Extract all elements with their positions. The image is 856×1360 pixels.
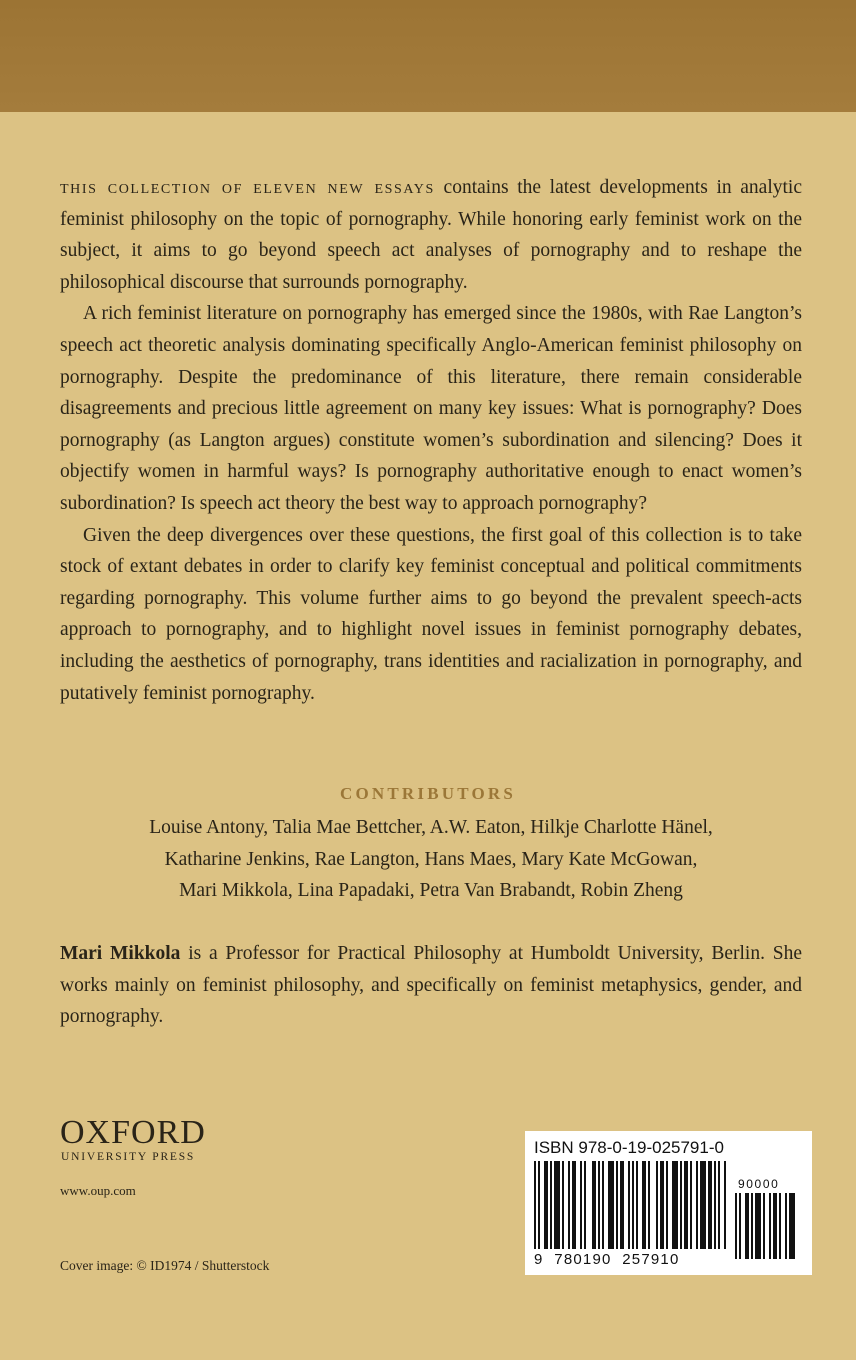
barcode-bar (602, 1161, 604, 1249)
blurb-paragraph-1-text: contains the latest developments in analytic feminist philosophy on the topic of pornography. While honoring early feminist work on the subject, it aims to go beyond speech act analyses of pornography and to reshape the philosophical discourse that surrounds pornography. (60, 177, 802, 293)
top-color-band (0, 0, 856, 112)
barcode-bar (636, 1161, 638, 1249)
barcode-bar (608, 1161, 614, 1249)
barcode-bar (568, 1161, 570, 1249)
barcode-bar (735, 1193, 737, 1259)
barcode-bar (789, 1193, 795, 1259)
barcode-bar (680, 1161, 682, 1249)
barcode-bar (751, 1193, 753, 1259)
isbn-barcode (534, 1161, 730, 1251)
price-code: 90000 (738, 1177, 780, 1191)
barcode-bar (769, 1193, 771, 1259)
barcode-bar (550, 1161, 552, 1249)
contributors-line: Louise Antony, Talia Mae Bettcher, A.W. Eaton, Hilkje Charlotte Hänel, (149, 817, 713, 838)
barcode-bar (714, 1161, 716, 1249)
contributors-heading: CONTRIBUTORS (339, 784, 516, 803)
barcode-bar (785, 1193, 787, 1259)
price-barcode (735, 1193, 801, 1261)
barcode-bar (763, 1193, 765, 1259)
barcode-digits: 9 780190 257910 (534, 1251, 680, 1268)
barcode-bar (562, 1161, 564, 1249)
barcode-bar (684, 1161, 688, 1249)
blurb-paragraph-3: Given the deep divergences over these questions, the first goal of this collection is to take stock of extant debates in order to clarify key feminist conceptual and political commitments regarding pornography. This volume further aims to go beyond the prevalent speech-acts approach to pornography, and to highlight novel issues in feminist pornography debates, including the aesthetics of pornography, trans identities and racialization in pornography, and putatively feminist pornography. (60, 524, 802, 704)
barcode-bar (592, 1161, 596, 1249)
barcode-bar (572, 1161, 576, 1249)
barcode-bar (690, 1161, 692, 1249)
blurb-paragraph-1 (60, 172, 802, 298)
barcode-bar (584, 1161, 586, 1249)
barcode-bar (554, 1161, 560, 1249)
barcode-bar (779, 1193, 781, 1259)
barcode-bar (755, 1193, 761, 1259)
author-name: Mari Mikkola (60, 943, 181, 964)
barcode-bar (700, 1161, 706, 1249)
contributors-line: Mari Mikkola, Lina Papadaki, Petra Van Brabandt, Robin Zheng (179, 880, 683, 902)
barcode-bar (544, 1161, 548, 1249)
barcode-bar (642, 1161, 646, 1249)
barcode-bar (773, 1193, 777, 1259)
barcode-bar (745, 1193, 749, 1259)
cover-image-credit: Cover image: © ID1974 / Shutterstock (60, 1258, 270, 1273)
contributors-line: Katharine Jenkins, Rae Langton, Hans Maes, Mary Kate McGowan, (164, 848, 698, 870)
barcode-bar (598, 1161, 600, 1249)
barcode-bar (580, 1161, 582, 1249)
description-blurb (60, 172, 802, 709)
author-bio (60, 938, 802, 1033)
barcode-bar (718, 1161, 720, 1249)
author-bio-text: is a Professor for Practical Philosophy at Humboldt University, Berlin. She works mainly on feminist philosophy, and specifically on feminist metaphysics, gender, and pornography. (60, 943, 802, 1028)
barcode-bar (666, 1161, 668, 1249)
contributors-list (60, 812, 802, 907)
barcode-bar (724, 1161, 726, 1249)
barcode-bar (534, 1161, 536, 1249)
barcode-bar (620, 1161, 624, 1249)
barcode-bar (648, 1161, 650, 1249)
barcode-bar (632, 1161, 634, 1249)
barcode-bar (708, 1161, 712, 1249)
barcode-bar (739, 1193, 741, 1259)
barcode-bar (538, 1161, 540, 1249)
publisher-website: www.oup.com (60, 1183, 136, 1198)
barcode-bar (656, 1161, 658, 1249)
barcode-bar (672, 1161, 678, 1249)
barcode-bar (696, 1161, 698, 1249)
blurb-lead-in: this collection of eleven new essays (60, 177, 435, 198)
barcode-bar (660, 1161, 664, 1249)
publisher-subtitle: UNIVERSITY PRESS (61, 1151, 196, 1163)
barcode-bar (616, 1161, 618, 1249)
publisher-logo: OXFORD (60, 1114, 206, 1151)
isbn-label: ISBN 978-0-19-025791-0 (534, 1138, 724, 1157)
barcode-bar (628, 1161, 630, 1249)
blurb-paragraph-2: A rich feminist literature on pornography has emerged since the 1980s, with Rae Langton’s speech act theoretic analysis dominating specifically Anglo-American feminist philosophy on pornography. Despite the predominance of this literature, there remain considerable disagreements and precious little agreement on many key issues: What is pornography? Does pornography (as Langton argues) constitute women’s subordination and silencing? Does it objectify women in harmful ways? Is pornography authoritative enough to enact women’s subordination? Is speech act theory the best way to approach pornography? (60, 303, 802, 514)
